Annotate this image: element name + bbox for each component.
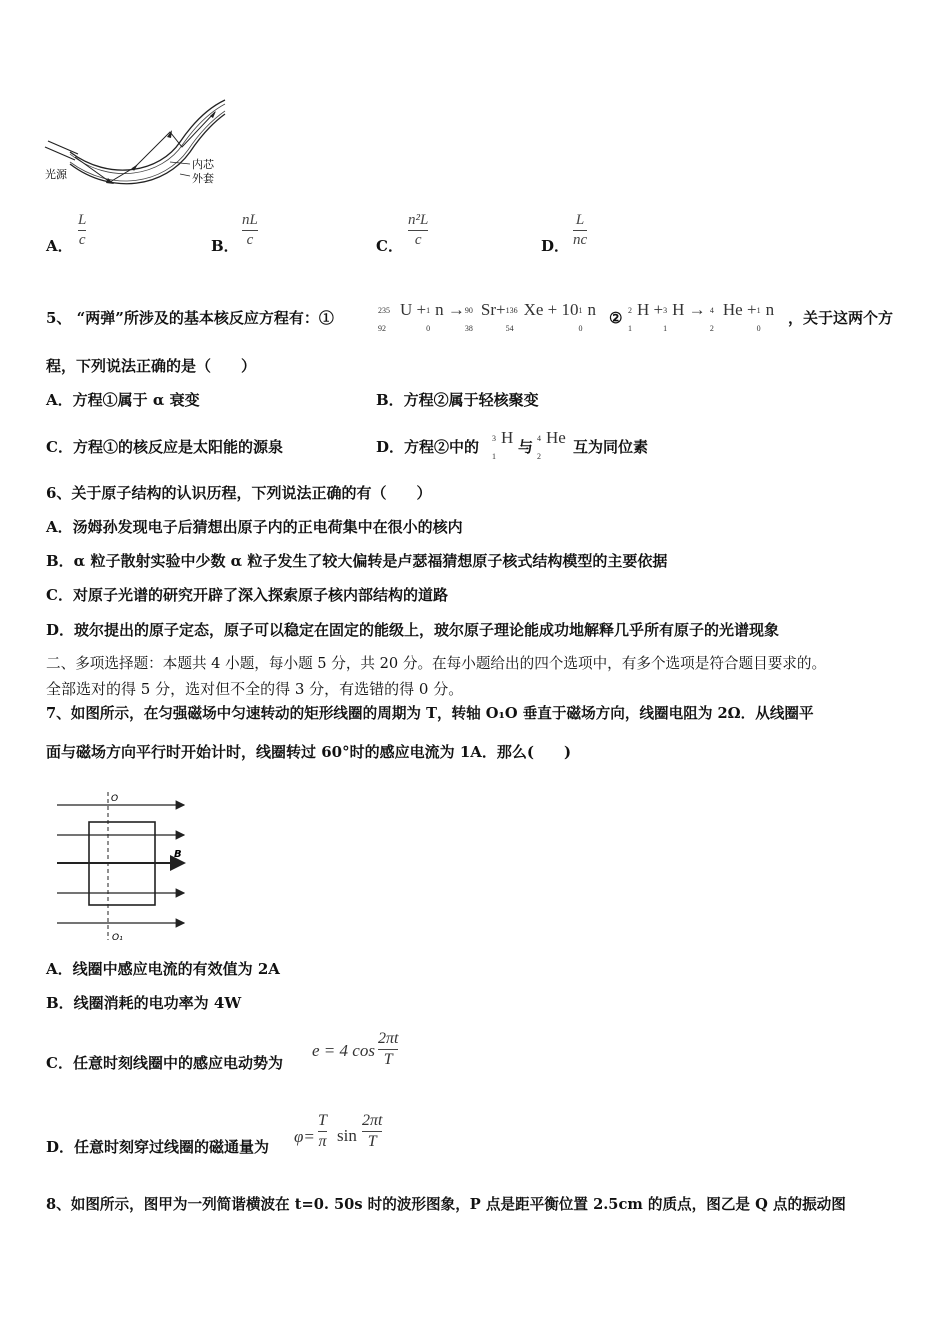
q4-option-b-fraction: [242, 212, 258, 249]
q7-c-den: T: [383, 1051, 393, 1068]
q5-stem-intro: 5、 “两弹”所涉及的基本核反应方程有：①: [46, 309, 334, 327]
q7-option-d-fraction-2: [362, 1112, 382, 1151]
q4-option-b-letter: B．: [211, 237, 239, 255]
q4-a-num: L: [78, 212, 87, 228]
q6-option-a: A．汤姆孙发现电子后猜想出原子内的正电荷集中在很小的核内: [46, 518, 463, 536]
q7-d-den1: π: [318, 1133, 327, 1150]
q5-option-d-post: 互为同位素: [573, 438, 649, 456]
q7-d-den2: T: [367, 1133, 377, 1150]
q5-option-d-nuclide-he4: 4 2 He: [537, 428, 566, 461]
q5-option-d-mid: 与: [518, 438, 534, 456]
core-label: 内芯: [192, 158, 214, 171]
section2-heading-line1: 二、多项选择题：本题共 4 小题，每小题 5 分，共 20 分。在每小题给出的四个选项中，有多个选项是符合题目要求的。: [46, 655, 827, 672]
light-source-label: 光源: [45, 168, 67, 181]
q7-option-b: B．线圈消耗的电功率为 4W: [46, 994, 242, 1012]
q8-stem: 8、如图所示，图甲为一列简谐横波在 t=0. 50s 时的波形图象，P 点是距平衡位置 2.5cm 的质点，图乙是 Q 点的振动图: [46, 1196, 846, 1213]
q7-option-d-sin: sin: [337, 1126, 357, 1145]
axis-o-label: O: [111, 794, 119, 804]
cladding-label: 外套: [192, 172, 214, 185]
q4-option-d-letter: D．: [541, 237, 570, 255]
q6-option-d: D．玻尔提出的原子定态，原子可以稳定在固定的能级上，玻尔原子理论能成功地解释几乎所有原子的光谱现象: [46, 621, 780, 639]
q7-d-num1: T: [318, 1112, 327, 1129]
section2-heading-line2: 全部选对的得 5 分，选对但不全的得 3 分，有选错的得 0 分。: [46, 680, 464, 698]
q5-equation-1: 235 92 U + 1 0 n → 90 38 Sr+ 136 54 Xe + 10 1 0 n: [378, 300, 597, 333]
q4-option-d-fraction: [573, 212, 587, 249]
q4-option-c-fraction: [408, 212, 428, 249]
q5-equation-2: 2 1 H + 3 1 H → 4 2 He + 1 0 n: [628, 300, 775, 333]
q4-option-a-fraction: [78, 212, 86, 249]
q7-stem-line2: 面与磁场方向平行时开始计时，线圈转过 60°时的感应电流为 1A．那么( ): [46, 743, 572, 761]
q7-stem-line1: 7、如图所示，在匀强磁场中匀速转动的矩形线圈的周期为 T，转轴 O₁O 垂直于磁场方向，线圈电阻为 2Ω．从线圈平: [46, 705, 814, 722]
q4-b-num: nL: [242, 212, 258, 228]
q7-option-a: A．线圈中感应电流的有效值为 2A: [46, 960, 280, 978]
q5-option-b: B．方程②属于轻核聚变: [376, 391, 539, 409]
rotating-coil-figure: [52, 790, 197, 945]
q6-option-b: B．α 粒子散射实验中少数 α 粒子发生了较大偏转是卢瑟福猜想原子核式结构模型的主要依据: [46, 552, 668, 570]
q7-option-c: C．任意时刻线圈中的感应电动势为: [46, 1054, 283, 1072]
q4-c-num: n²L: [408, 212, 429, 228]
q7-option-c-fraction: [378, 1030, 398, 1069]
q7-option-d-phi: φ=: [294, 1127, 315, 1146]
q5-stem-tail: ，关于这两个方: [788, 309, 894, 327]
q7-option-d: D．任意时刻穿过线圈的磁通量为: [46, 1138, 270, 1156]
q4-c-den: c: [414, 232, 422, 248]
q4-b-den: c: [246, 232, 254, 248]
q5-option-d-pre: D．方程②中的: [376, 438, 480, 456]
axis-o1-label: O₁: [112, 933, 123, 943]
q5-option-c: C．方程①的核反应是太阳能的源泉: [46, 438, 283, 456]
q5-stem-line2: 程，下列说法正确的是（ ）: [46, 357, 257, 375]
q5-eq2-marker: ②: [609, 309, 623, 327]
q6-option-c: C．对原子光谱的研究开辟了深入探索原子核内部结构的道路: [46, 586, 448, 604]
q6-stem: 6、关于原子结构的认识历程，下列说法正确的有（ ）: [46, 484, 432, 502]
q5-option-a: A．方程①属于 α 衰变: [46, 391, 200, 409]
optical-fiber-figure: [40, 92, 240, 197]
q4-a-den: c: [78, 232, 86, 248]
field-b-label: B: [174, 849, 182, 860]
q4-option-a-letter: A．: [46, 237, 73, 255]
q7-c-num: 2πt: [378, 1030, 399, 1047]
q7-d-num2: 2πt: [362, 1112, 383, 1129]
q4-d-den: nc: [573, 232, 588, 248]
q4-option-c-letter: C．: [376, 237, 403, 255]
q5-option-d-nuclide-h3: 3 1 H: [492, 428, 514, 461]
q4-d-num: L: [575, 212, 585, 228]
q7-option-d-fraction-1: [318, 1112, 327, 1151]
q7-option-c-eq: e = 4 cos: [312, 1041, 375, 1060]
